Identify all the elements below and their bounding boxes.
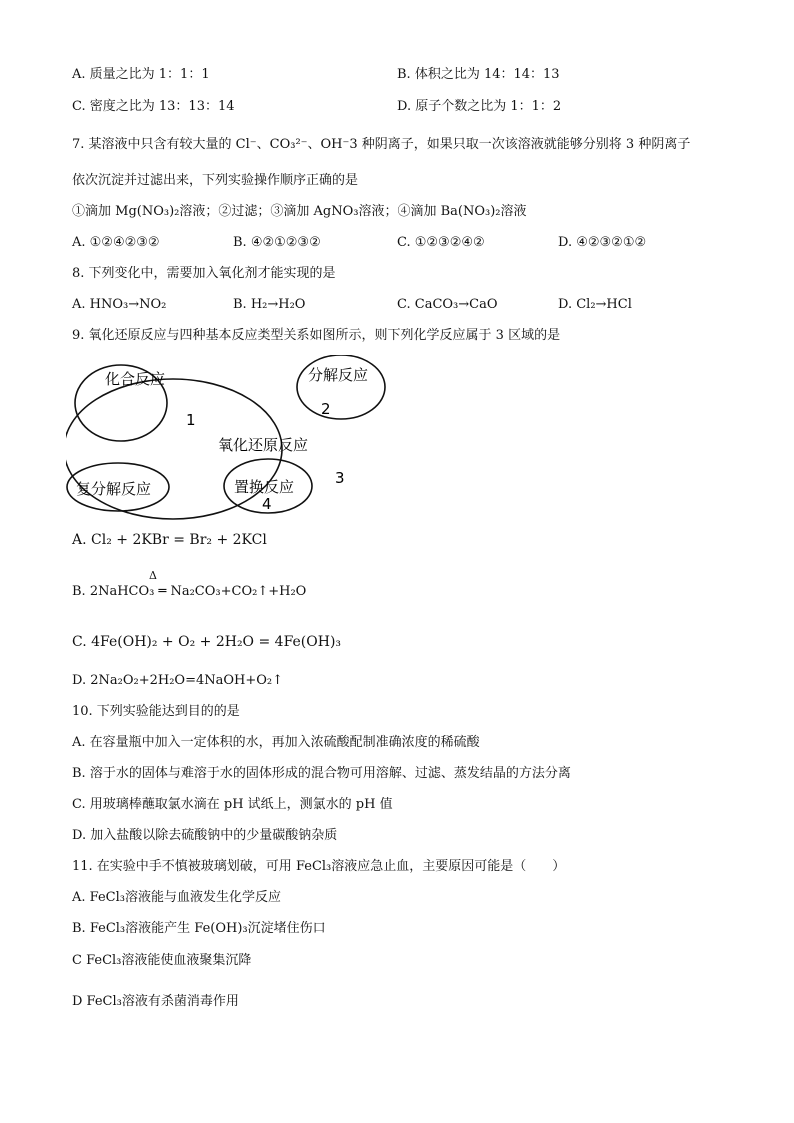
q7-option-b: B. ④②①②③②: [233, 235, 321, 250]
q10-option-c: C. 用玻璃棒蘸取氯水滴在 pH 试纸上，测氯水的 pH 值: [72, 797, 393, 812]
q6-option-b: B. 体积之比为 14：14：13: [397, 67, 560, 82]
label-redox: 氧化还原反应: [218, 436, 309, 454]
q11-option-c: C FeCl₃溶液能使血液聚集沉降: [72, 953, 252, 968]
q11-option-d: D FeCl₃溶液有杀菌消毒作用: [72, 994, 239, 1009]
label-displacement: 置换反应: [234, 478, 295, 496]
q7-steps: ①滴加 Mg(NO₃)₂溶液；②过滤；③滴加 AgNO₃溶液；④滴加 Ba(NO₃)₂溶液: [72, 204, 527, 219]
q8-option-c: C. CaCO₃→CaO: [397, 297, 498, 312]
q10-option-a: A. 在容量瓶中加入一定体积的水，再加入浓硫酸配制准确浓度的稀硫酸: [72, 735, 480, 750]
reaction-types-venn-diagram: [66, 355, 406, 525]
label-combination: 化合反应: [105, 370, 166, 388]
q11-option-b: B. FeCl₃溶液能产生 Fe(OH)₃沉淀堵住伤口: [72, 921, 326, 936]
q6-option-a: A. 质量之比为 1：1：1: [72, 67, 210, 82]
q9-stem: 9. 氧化还原反应与四种基本反应类型关系如图所示，则下列化学反应属于 3 区域的是: [72, 328, 561, 343]
q7-stem-line1: 7. 某溶液中只含有较大量的 Cl⁻、CO₃²⁻、OH⁻3 种阴离子，如果只取一次该溶液就能够分别将 3 种阴离子: [72, 137, 691, 152]
q11-option-a: A. FeCl₃溶液能与血液发生化学反应: [72, 890, 281, 905]
q8-option-a: A. HNO₃→NO₂: [72, 297, 167, 312]
q7-option-c: C. ①②③②④②: [397, 235, 485, 250]
q7-option-d: D. ④②③②①②: [558, 235, 647, 250]
region-1: 1: [186, 411, 196, 429]
q8-option-b: B. H₂→H₂O: [233, 297, 306, 312]
q6-option-c: C. 密度之比为 13：13：14: [72, 99, 235, 114]
q9-option-d: D. 2Na₂O₂+2H₂O=4NaOH+O₂↑: [72, 673, 284, 688]
q10-option-d: D. 加入盐酸以除去硫酸钠中的少量碳酸钠杂质: [72, 828, 338, 843]
q8-stem: 8. 下列变化中，需要加入氧化剂才能实现的是: [72, 266, 336, 281]
q7-stem-line2: 依次沉淀并过滤出来，下列实验操作顺序正确的是: [72, 173, 359, 188]
q9-option-a: A. Cl₂ + 2KBr = Br₂ + 2KCl: [72, 532, 267, 548]
label-double-decomposition: 复分解反应: [76, 480, 152, 498]
q11-stem: 11. 在实验中手不慎被玻璃划破，可用 FeCl₃溶液应急止血，主要原因可能是（ ）: [72, 859, 566, 874]
region-4: 4: [262, 495, 272, 513]
region-3: 3: [335, 469, 345, 487]
q10-stem: 10. 下列实验能达到目的的是: [72, 704, 240, 719]
q7-option-a: A. ①②④②③②: [72, 235, 160, 250]
q9-option-b: B. 2NaHCO₃ ═ Na₂CO₃+CO₂↑+H₂O: [72, 584, 307, 599]
decomposition-ellipse: [297, 355, 385, 419]
q10-option-b: B. 溶于水的固体与难溶于水的固体形成的混合物可用溶解、过滤、蒸发结晶的方法分离: [72, 766, 571, 781]
q9-option-b-heat-sign: Δ: [149, 569, 157, 582]
q6-option-d: D. 原子个数之比为 1：1：2: [397, 99, 562, 114]
q9-option-c: C. 4Fe(OH)₂ + O₂ + 2H₂O = 4Fe(OH)₃: [72, 634, 342, 650]
label-decomposition: 分解反应: [308, 366, 369, 384]
q8-option-d: D. Cl₂→HCl: [558, 297, 632, 312]
region-2: 2: [321, 400, 331, 418]
